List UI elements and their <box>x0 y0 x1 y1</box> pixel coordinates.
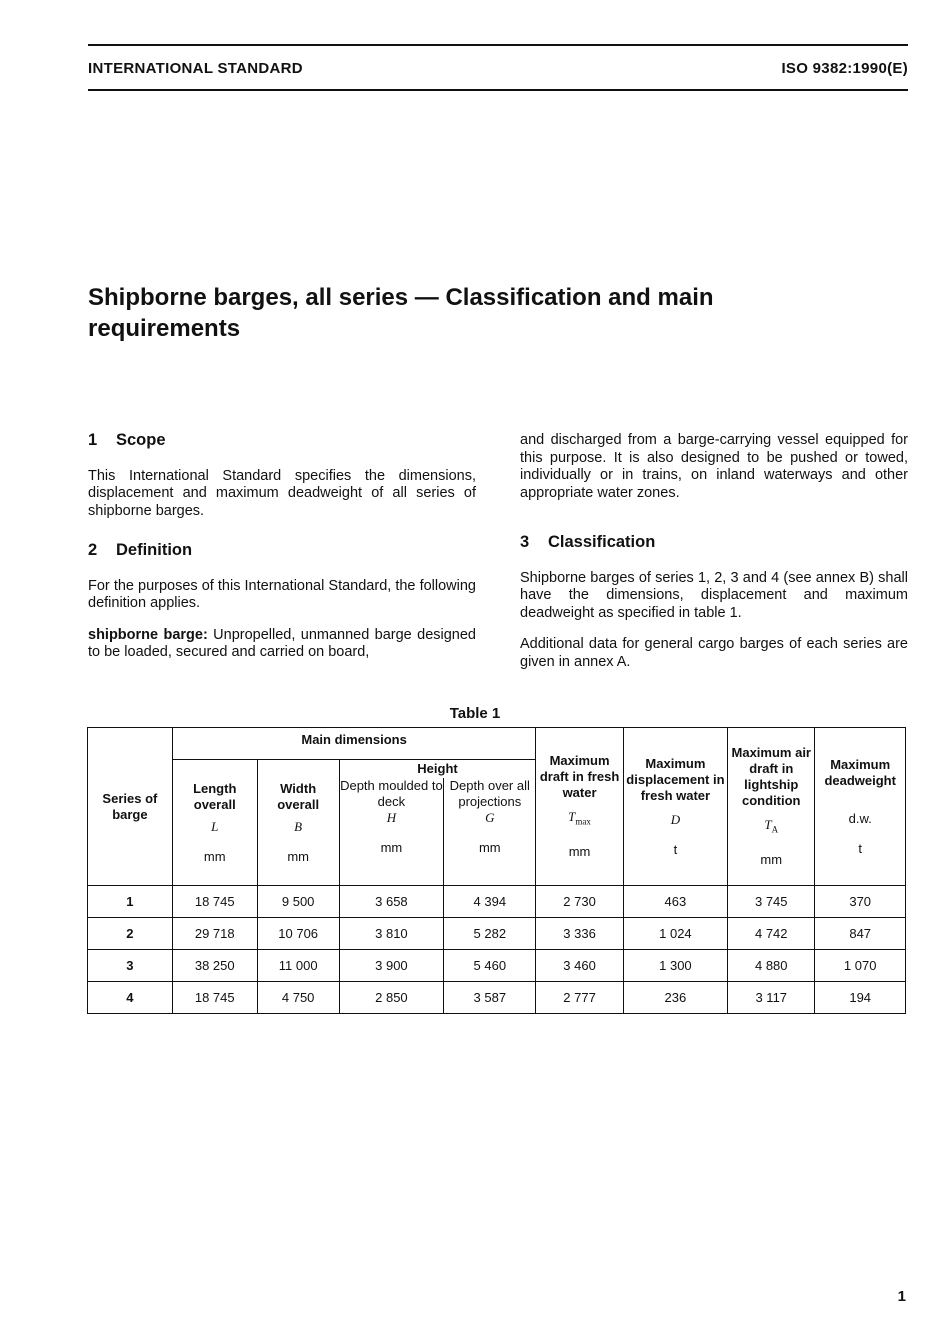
value-cell: 194 <box>815 982 906 1014</box>
header-displacement: Maximum displacement in fresh water D t <box>623 728 727 886</box>
value-cell: 1 300 <box>623 950 727 982</box>
value-cell: 5 282 <box>444 918 536 950</box>
header-draft: Maximum draft in fresh water $T_{max}$ mm <box>536 728 623 886</box>
header-deadweight: Maximum deadweight d.w. t <box>815 728 906 886</box>
top-rule <box>88 44 908 46</box>
value-cell: 18 745 <box>172 982 257 1014</box>
value-cell: 3 587 <box>444 982 536 1014</box>
header-depth-deck: Depth moulded to deck H mm <box>339 778 444 886</box>
section-classification-heading: 3 Classification <box>520 533 656 551</box>
page-number: 1 <box>897 1288 906 1305</box>
section-classification-annex-text: Additional data for general cargo barges of each series are given in annex A. <box>520 636 908 670</box>
value-cell: 2 850 <box>339 982 444 1014</box>
right-column <box>520 432 908 685</box>
table-row <box>88 950 906 982</box>
series-cell: 3 <box>88 950 173 982</box>
value-cell: 463 <box>623 886 727 918</box>
header-width: Width overall B mm <box>257 760 339 886</box>
value-cell: 4 880 <box>728 950 815 982</box>
definition-continuation: and discharged from a barge-carrying vessel equipped for this purpose. It is also designed to be pushed or towed, individually or in trains, on inland waterways and other appropriate water zones. <box>520 432 908 501</box>
value-cell: 5 460 <box>444 950 536 982</box>
header-series: Series of barge <box>88 728 173 886</box>
value-cell: 3 810 <box>339 918 444 950</box>
value-cell: 3 117 <box>728 982 815 1014</box>
value-cell: 847 <box>815 918 906 950</box>
value-cell: 2 777 <box>536 982 623 1014</box>
section-classification-text: Shipborne barges of series 1, 2, 3 and 4 (see annex B) shall have the dimensions, displacement and maximum deadweight as specified in table 1. <box>520 569 908 621</box>
definition-term-paragraph <box>88 627 476 663</box>
barge-dimensions-table <box>87 727 906 1014</box>
value-cell: 38 250 <box>172 950 257 982</box>
header-iso-number: ISO 9382:1990(E) <box>781 60 908 77</box>
value-cell: 1 024 <box>623 918 727 950</box>
value-cell: 10 706 <box>257 918 339 950</box>
definition-term-text: Unpropelled, unmanned barge designed to be loaded, secured and carried on board, <box>88 626 476 660</box>
value-cell: 3 658 <box>339 886 444 918</box>
value-cell: 370 <box>815 886 906 918</box>
header-depth-projections: Depth over all projections G mm <box>444 778 536 886</box>
table-row <box>88 982 906 1014</box>
header-air-draft: Maximum air draft in lightship condition $T_A$ mm <box>728 728 815 886</box>
header-rule <box>88 89 908 91</box>
value-cell: 3 460 <box>536 950 623 982</box>
left-column <box>88 432 476 677</box>
section-definition-text: For the purposes of this International Standard, the following definition applies. <box>88 577 476 611</box>
value-cell: 29 718 <box>172 918 257 950</box>
table-row <box>88 918 906 950</box>
document-title: Shipborne barges, all series — Classification and main requirements <box>88 284 714 342</box>
definition-term: shipborne barge: <box>88 626 208 643</box>
section-definition-heading: 2 Definition <box>88 541 193 559</box>
value-cell: 3 900 <box>339 950 444 982</box>
header-main-dimensions: Main dimensions <box>172 728 536 760</box>
value-cell: 11 000 <box>257 950 339 982</box>
value-cell: 18 745 <box>172 886 257 918</box>
value-cell: 3 336 <box>536 918 623 950</box>
value-cell: 236 <box>623 982 727 1014</box>
series-cell: 4 <box>88 982 173 1014</box>
section-scope-heading: 1 Scope <box>88 431 166 449</box>
value-cell: 1 070 <box>815 950 906 982</box>
series-cell: 2 <box>88 918 173 950</box>
table-caption: Table 1 <box>449 705 501 722</box>
table-row <box>88 886 906 918</box>
value-cell: 9 500 <box>257 886 339 918</box>
section-scope-text: This International Standard specifies the dimensions, displacement and maximum deadweight of all series of shipborne barges. <box>88 467 476 519</box>
value-cell: 4 394 <box>444 886 536 918</box>
series-cell: 1 <box>88 886 173 918</box>
value-cell: 4 750 <box>257 982 339 1014</box>
value-cell: 2 730 <box>536 886 623 918</box>
header-length: Length overall L mm <box>172 760 257 886</box>
value-cell: 4 742 <box>728 918 815 950</box>
value-cell: 3 745 <box>728 886 815 918</box>
header-height: Height <box>339 760 536 778</box>
header-standard-label: INTERNATIONAL STANDARD <box>88 60 303 77</box>
